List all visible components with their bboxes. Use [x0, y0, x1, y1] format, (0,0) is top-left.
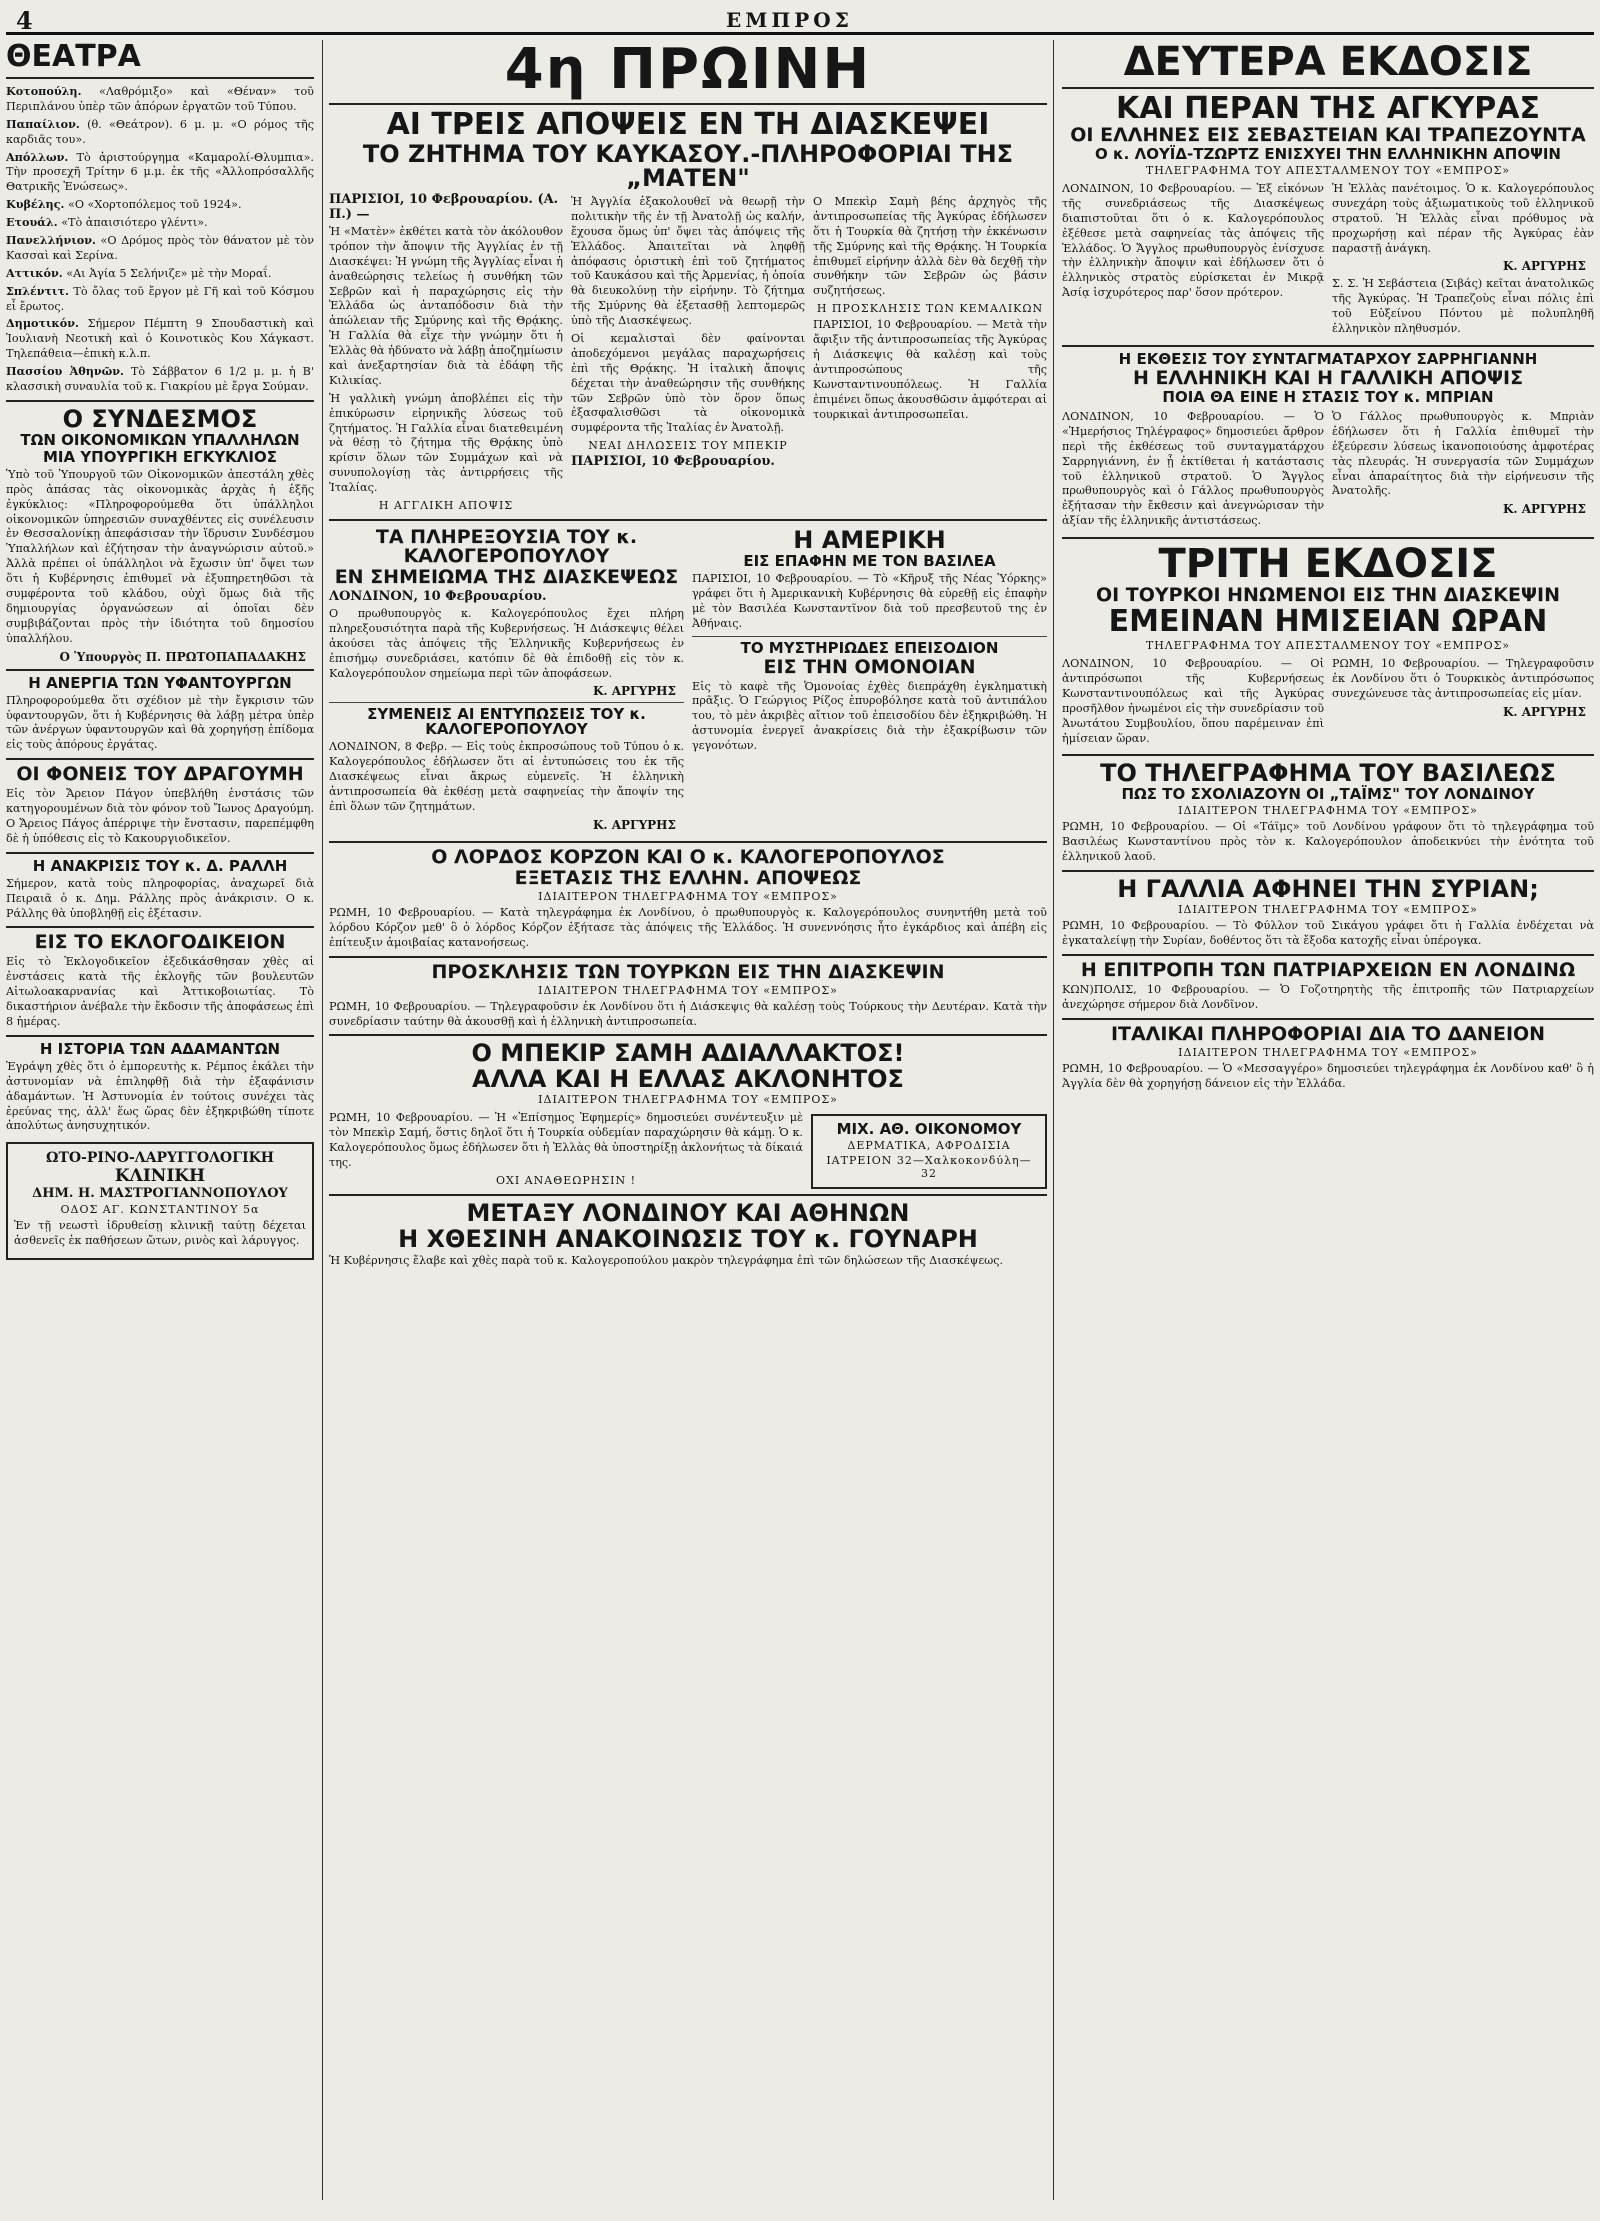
oikonomou-ad-line-1: ΜΙΧ. ΑΘ. ΟΙΚΟΝΟΜΟΥ [836, 1120, 1022, 1139]
italik-title: ΙΤΑΛΙΚΑΙ ΠΛΗΡΟΦΟΡΙΑΙ ΔΙΑ ΤΟ ΔΑΝΕΙΟΝ [1110, 1022, 1546, 1045]
ad-line-4: ΟΔΟΣ ΑΓ. ΚΩΝΣΤΑΝΤΙΝΟΥ 5α [60, 1203, 260, 1217]
bekir-footnote: ΟΧΙ ΑΝΑΘΕΩΡΗΣΙΝ ! [495, 1173, 637, 1187]
divider [329, 841, 1047, 843]
gounari-subtitle: Η ΧΘΕΣΙΝΗ ΑΝΑΚΟΙΝΩΣΙΣ ΤΟΥ κ. ΓΟΥΝΑΡΗ [398, 1224, 978, 1253]
vasil-title: ΤΟ ΤΗΛΕΓΡΑΦΗΜΑ ΤΟΥ ΒΑΣΙΛΕΩΣ [1100, 759, 1556, 788]
omonoia-title: ΤΟ ΜΥΣΤΗΡΙΩΔΕΣ ΕΠΕΙΣΟΔΙΟΝ [740, 638, 999, 657]
italik-body: ΡΩΜΗ, 10 Φεβρουαρίου. — Ὁ «Μεσσαγγέρο» δημοσιεύει τηλεγράφημα ἐκ Λονδίνου καθ' ὃ ἡ Ἀγγλία δὲν θὰ χορηγήσῃ δάνειον εἰς τὴν Ἑλλάδα. [1062, 1061, 1594, 1090]
anakrisis-body: Σήμερον, κατὰ τοὺς πληροφορίας, ἀναχωρεῖ διὰ Πειραιᾶ ὁ κ. Δημ. Ράλλης πρὸς ἀνάκρισιν. Ο κ. Ράλλης θὰ ὑποβληθῇ εἰς ἐξέτασιν. [6, 876, 314, 920]
divider [6, 926, 314, 928]
oikonomou-advertisement [811, 1114, 1047, 1189]
patr-body: ΚΩΝ)ΠΟΛΙΣ, 10 Φεβρουαρίου. — Ὁ Γοζοτηρητὴς τῆς ἐπιτροπῆς τῶν Πατριαρχείων ἀνεχώρησε σήμερον διὰ Λονδῖνον. [1062, 982, 1594, 1011]
divider [329, 519, 1047, 521]
anergia-body: Πληροφορούμεθα ὅτι σχέδιον μὲ τὴν ἔγκρισιν τῶν ὑφαντουργῶν, ὅτι ἡ Κυβέρνησις θὰ λάβῃ μέτρα ὑπὲρ τῶν ἀνέργων ὑφαντουργῶν καὶ θὰ χορηγήσῃ ἐπίδομα εἰς τοὺς ἀπόρους ἐργάτας. [6, 693, 314, 752]
center-column [322, 40, 1054, 2200]
bekir-subtitle: ΑΛΛΑ ΚΑΙ Η ΕΛΛΑΣ ΑΚΛΟΝΗΤΟΣ [472, 1065, 904, 1094]
lead-body-a2: Ἡ γαλλικὴ γνώμη ἀποβλέπει εἰς τὴν ἐπικύρωσιν εἰρηνικῆς λύσεως τοῦ ζητήματος. Ἡ Γαλλία εἶναι διατεθειμένη νὰ θέσῃ τὸ ζήτημα τῆς Θρᾴκης ὑπὸ κρίσιν ὅλων τῶν Συμμάχων καὶ νὰ συνυπολογίσῃ τὰς ἀντιρρήσεις τῆς Ἰταλίας. [329, 391, 563, 495]
omonoia-body: Εἰς τὸ καφὲ τῆς Ὁμονοίας ἐχθὲς διεπράχθη ἐγκληματικὴ πρᾶξις. Ὁ Γεώργιος Ρίζος ἐπυροβόλησε κατὰ τοῦ ἀντιπάλου του, τὸ μὲν ἀκριβὲς αἴτιον τοῦ ἐπεισοδίου δὲν ἐξηκριβώθη. Ἡ ἀστυνομία ἐνεργεῖ ἀνακρίσεις διὰ τὴν ἐξακρίβωσιν τῶν γεγονότων. [692, 679, 1047, 753]
triti-credit: ΤΗΛΕΓΡΑΦΗΜΑ ΤΟΥ ΑΠΕΣΤΑΛΜΕΝΟΥ ΤΟΥ «ΕΜΠΡΟΣ» [1145, 639, 1511, 653]
theatre-text: (θ. «Θεάτρον). 6 μ. μ. «Ο ρόμος τῆς καρδιᾶς του». [6, 117, 314, 146]
divider [1062, 954, 1594, 956]
syndesmos-signature: Ο Ὑπουργὸς Π. ΠΡΩΤΟΠΑΠΑΔΑΚΗΣ [59, 649, 306, 664]
center-banner: 4η ΠΡΩΙΝΗ [504, 40, 872, 102]
entyp-signature: Κ. ΑΡΓΥΡΗΣ [592, 817, 676, 832]
triti-section [1062, 654, 1594, 749]
theatre-text: Τὸ Σάββατον 6 1/2 μ. μ. ἡ Β' κλασσικὴ συναυλία τοῦ κ. Γιακρίου μὲ ἔργα Σούμαν. [6, 365, 314, 394]
syndesmos-title: Ο ΣΥΝΔΕΣΜΟΣ [62, 404, 258, 433]
theatre-entry [6, 197, 314, 213]
lead-subhead: Η ΑΓΓΛΙΚΗ ΑΠΟΨΙΣ [378, 499, 514, 513]
gounari-title: ΜΕΤΑΞΥ ΛΟΝΔΙΝΟΥ ΚΑΙ ΑΘΗΝΩΝ [466, 1198, 910, 1227]
theatres-list [6, 84, 314, 395]
theatre-text: Σήμερον Πέμπτη 9 Σπουδαστικὴ καὶ Ἰουλιανὴ Νεοτικὴ καὶ ὁ Κοινοτικὸς Κου Χάγκαστ. Τηλεπάθεια—ἐπικὴ κ.λ.π. [6, 317, 314, 361]
syria-title: Η ΓΑΛΛΙΑ ΑΦΗΝΕΙ ΤΗΝ ΣΥΡΙΑΝ; [1117, 875, 1539, 904]
ekthesis-title: Η ΕΚΘΕΣΙΣ ΤΟΥ ΣΥΝΤΑΓΜΑΤΑΡΧΟΥ ΣΑΡΡΗΓΙΑΝΝΗ [1118, 350, 1538, 369]
tourk-credit: ΙΔΙΑΙΤΕΡΟΝ ΤΗΛΕΓΡΑΦΗΜΑ ΤΟΥ «ΕΜΠΡΟΣ» [538, 983, 838, 997]
middle-section [329, 526, 1047, 836]
divider [6, 758, 314, 760]
ekthesis-section [1062, 407, 1594, 532]
anakrisis-title: Η ΑΝΑΚΡΙΣΙΣ ΤΟΥ κ. Δ. ΡΑΛΛΗ [32, 856, 288, 875]
ameriki-title: Η ΑΜΕΡΙΚΗ [793, 526, 946, 555]
theatre-text: Τὸ ἀριστούργημα «Καμαρολί-Θλυμπια». Τὴν προσεχῆ Τρίτην 6 μ.μ. ἐκ τῆς «Ἀλλοπρόσαλλῆς Θατρικῆς Ἑνώσεως». [6, 150, 314, 194]
right-lead-body: ΛΟΝΔΙΝΟΝ, 10 Φεβρουαρίου. — Ἐξ εἰκόνων τῆς συνεδριάσεως τῆς Διασκέψεως διαπιστοῦται ὅτι ὁ κ. Καλογερόπουλος ἐξέθεσε μετὰ σαφηνείας τὰς ἀπόψεις τῆς Ἑλλάδος. Ὁ Ἄγγλος πρωθυπουργὸς ἐνίσχυσε τὴν ἑλληνικὴν ἄποψιν καὶ ἐδήλωσεν ὅτι ὁ ἑλληνικὸς στρατὸς εὑρίσκεται ἐν Μικρᾷ Ἀσίᾳ ἰσχυρότερος παρ' ὅσον πρότερον. [1062, 182, 1324, 300]
theatre-entry [6, 117, 314, 148]
right-headline-1: ΚΑΙ ΠΕΡΑΝ ΤΗΣ ΑΓΚΥΡΑΣ [1116, 91, 1540, 126]
lead-body-a: Ἡ «Ματὲν» ἐκθέτει κατὰ τὸν ἀκόλουθον τρόπον τὴν ἄποψιν τῆς Ἀγγλίας ἐν τῇ Διασκέψει: Ἡ γνώμη τῆς Ἀγγλίας εἶναι ἡ ἀναθεώρησις τελείως ἡ συνθήκη τῶν Σεβρῶν καὶ ἡ παραχώρησις εἰς τὴν Ἑλλάδα ὡς ἀνταπόδοσιν διὰ τὴν ἀπώλειαν τῆς Σμύρνης καὶ τῆς Θρᾴκης. Ἡ Γαλλία θὰ εἶχε τὴν γνώμην ὅτι ἡ Ἑλλὰς θὰ ἠδύνατο νὰ λάβῃ ἀποζημίωσιν καὶ ἀνεξαρτησίαν διὰ τὰ ἐδάφη τῆς Κιλικίας. [329, 225, 563, 387]
omonoia-subtitle: ΕΙΣ ΤΗΝ ΟΜΟΝΟΙΑΝ [763, 655, 976, 678]
istoria-body: Ἐγράψη χθὲς ὅτι ὁ ἐμπορευτὴς κ. Ρέμπος ἐκάλει τὴν ἀστυνομίαν νὰ ἐπιληφθῇ διὰ τὴν ἐξαφάνισιν ἀδαμάντων. Ἡ Ἀστυνομία ἐν τούτοις συνέχει τὰς ἐρεύνας της, ἀλλ' ἕως ὥρας δὲν ἐξηκριβώθη τίποτε ἀπολύτως ἀνησυχητικόν. [6, 1059, 314, 1133]
page-header-bar [6, 6, 1594, 35]
ad-line-1: ΩΤΟ-ΡΙΝΟ-ΛΑΡΥΓΓΟΛΟΓΙΚΗ [45, 1150, 275, 1167]
right-lead-body-2: Ἡ Ἑλλὰς πανέτοιμος. Ὁ κ. Καλογερόπουλος συνεχάρη τοὺς ἀξιωματικοὺς τοῦ ἑλληνικοῦ στρατοῦ. Ἡ Ἑλλὰς εἶναι πρόθυμος νὰ προχωρήσῃ καὶ πέραν τῆς Ἀγκύρας ἐὰν παραστῇ ἀνάγκη. [1332, 182, 1594, 255]
istoria-title: Η ΙΣΤΟΡΙΑ ΤΩΝ ΑΔΑΜΑΝΤΩΝ [39, 1039, 281, 1058]
bekir-credit: ΙΔΙΑΙΤΕΡΟΝ ΤΗΛΕΓΡΑΦΗΜΑ ΤΟΥ «ΕΜΠΡΟΣ» [538, 1093, 838, 1107]
kalog-signature: Κ. ΑΡΓΥΡΗΣ [592, 684, 676, 699]
divider [329, 1194, 1047, 1196]
divider [6, 669, 314, 671]
proskl-title: Η ΠΡΟΣΚΛΗΣΙΣ ΤΩΝ ΚΕΜΑΛΙΚΩΝ [816, 302, 1044, 316]
left-column [6, 40, 314, 2200]
syria-credit: ΙΔΙΑΙΤΕΡΟΝ ΤΗΛΕΓΡΑΦΗΜΑ ΤΟΥ «ΕΜΠΡΟΣ» [1178, 903, 1478, 917]
bekir-title: Ο ΜΠΕΚΙΡ ΣΑΜΗ ΑΔΙΑΛΛΑΚΤΟΣ! [471, 1039, 905, 1068]
center-headline-2: ΤΟ ΖΗΤΗΜΑ ΤΟΥ ΚΑΥΚΑΣΟΥ.-ΠΛΗΡΟΦΟΡΙΑΙ ΤΗΣ „ΜΑΤΕΝ" [362, 140, 1014, 192]
theatre-entry [6, 215, 314, 231]
theatre-text: «Αι Ἀγία 5 Σελήνιζε» μὲ τὴν Μοραΐ. [66, 266, 272, 280]
syria-body: ΡΩΜΗ, 10 Φεβρουαρίου. — Τὸ Φύλλον τοῦ Σικάγου γράφει ὅτι ἡ Γαλλία ἐνδέχεται νὰ ἐγκαταλείψῃ τὴν Συρίαν, δοθέντος ὅτι τὰ ἔξοδα κατοχῆς εἶναι ὑπέρογκα. [1062, 919, 1594, 948]
clinic-advertisement [6, 1142, 314, 1260]
patr-title: Η ΕΠΙΤΡΟΠΗ ΤΩΝ ΠΑΤΡΙΑΡΧΕΙΩΝ ΕΝ ΛΟΝΔΙΝΩ [1080, 958, 1576, 981]
right-credit: ΤΗΛΕΓΡΑΦΗΜΑ ΤΟΥ ΑΠΕΣΤΑΛΜΕΝΟΥ ΤΟΥ «ΕΜΠΡΟΣ» [1145, 164, 1511, 177]
divider [1062, 345, 1594, 347]
triti-headline-2: ΕΜΕΙΝΑΝ ΗΜΙΣΕΙΑΝ ΩΡΑΝ [1108, 604, 1548, 640]
anergia-title: Η ΑΝΕΡΓΙΑ ΤΩΝ ΥΦΑΝΤΟΥΡΓΩΝ [28, 673, 292, 692]
right-column [1062, 40, 1594, 2200]
italik-credit: ΙΔΙΑΙΤΕΡΟΝ ΤΗΛΕΓΡΑΦΗΜΑ ΤΟΥ «ΕΜΠΡΟΣ» [1178, 1045, 1478, 1059]
divider [6, 1035, 314, 1037]
ekthesis-signature: Κ. ΑΡΓΥΡΗΣ [1502, 502, 1586, 517]
theatre-name: Πασσίου Ἀθηνῶν. [6, 364, 124, 379]
sebasteia-body: Σ. Σ. Ἡ Σεβάστεια (Σιβάς) κεῖται ἀνατολικῶς τῆς Ἀγκύρας. Ἡ Τραπεζοὺς εἶναι πόλις ἐπὶ τοῦ Εὐξείνου Πόντου μὲ πολυπληθῆ ἑλληνικὸν πληθυσμόν. [1332, 277, 1594, 336]
triti-signature: Κ. ΑΡΓΥΡΗΣ [1502, 704, 1586, 719]
triti-headline-1: ΟΙ ΤΟΥΡΚΟΙ ΗΝΩΜΕΝΟΙ ΕΙΣ ΤΗΝ ΔΙΑΣΚΕΨΙΝ [1095, 584, 1561, 607]
page-number: 4 [16, 6, 33, 35]
mid-title: ΝΕΑΙ ΔΗΛΩΣΕΙΣ ΤΟΥ ΜΠΕΚΙΡ [588, 439, 788, 453]
divider [692, 636, 1047, 637]
divider [6, 77, 314, 79]
center-headline-1: ΑΙ ΤΡΕΙΣ ΑΠΟΨΕΙΣ ΕΝ ΤΗ ΔΙΑΣΚΕΨΕΙ [386, 107, 990, 142]
divider [329, 1034, 1047, 1036]
triti-body-2: ΡΩΜΗ, 10 Φεβρουαρίου. — Τηλεγραφοῦσιν ἐκ Λονδίνου ὅτι ὁ Τουρκικὸς ἀντιπρόσωπος συνεχώνευσε τὰς ἀντιπροσωπείας εἰς μίαν. [1332, 657, 1594, 700]
syndesmos-subtitle-2: ΜΙΑ ΥΠΟΥΡΓΙΚΗ ΕΓΚΥΚΛΙΟΣ [42, 447, 277, 466]
divider [1062, 870, 1594, 872]
theatre-entry [6, 150, 314, 196]
vasil-body: ΡΩΜΗ, 10 Φεβρουαρίου. — Οἱ «Τάϊμς» τοῦ Λονδίνου γράφουν ὅτι τὸ τηλεγράφημα τοῦ Βασιλέως Κωνσταντίνου πρὸς τὸν κ. Καλογερόπουλον ἀποδεικνύει τὴν ἑνότητα τοῦ ἑλληνικοῦ λαοῦ. [1062, 820, 1594, 864]
theatre-entry [6, 266, 314, 282]
lead-dateline: ΠΑΡΙΣΙΟΙ, 10 Φεβρουαρίου. (Α. Π.) — [329, 192, 559, 222]
ad-line-3: ΔΗΜ. Η. ΜΑΣΤΡΟΓΙΑΝΝΟΠΟΥΛΟΥ [32, 1186, 288, 1202]
theatre-entry [6, 284, 314, 315]
theatre-entry [6, 364, 314, 395]
lead-body-b: Ἡ Ἀγγλία ἐξακολουθεῖ νὰ θεωρῇ τὴν πολιτικὴν τῆς ἐν τῇ Ἀνατολῇ ὡς καλήν, ἔχουσα ὅμως ὑπ' ὄψει τὰς ἀπόψεις τῆς Ἑλλάδος. Ἀπαιτεῖται νὰ ληφθῇ ἀπόφασις ὁριστικὴ ἐπὶ τοῦ ζητήματος τοῦ Καυκάσου καὶ τῆς Ἀρμενίας, ἡ ὁποία θὰ διευκολύνῃ τὴν εἰρήνην. Τὸ ζήτημα τῆς Σμύρνης θὰ ἐξετασθῇ λεπτομερῶς ὑπὸ τῆς Διασκέψεως. [571, 195, 805, 328]
theatre-name: Παπαίλιον. [6, 116, 80, 131]
ekthesis-subtitle-2: ΠΟΙΑ ΘΑ ΕΙΝΕ Η ΣΤΑΣΙΣ ΤΟΥ κ. ΜΠΡΙΑΝ [1162, 388, 1494, 407]
kalog-title: ΤΑ ΠΛΗΡΕΞΟΥΣΙΑ ΤΟΥ κ. ΚΑΛΟΓΕΡΟΠΟΥΛΟΥ [375, 526, 638, 568]
tourk-body: ΡΩΜΗ, 10 Φεβρουαρίου. — Τηλεγραφοῦσιν ἐκ Λονδίνου ὅτι ἡ Διάσκεψις θὰ καλέσῃ τοὺς Τούρκους τὴν Δευτέραν. Κατὰ τὴν συνεδρίασιν ταύτην θὰ ἀκουσθῇ καὶ ἡ ἑλληνικὴ ἀντιπροσωπεία. [329, 999, 1047, 1028]
theatre-entry [6, 233, 314, 264]
divider [6, 400, 314, 402]
divider [329, 956, 1047, 958]
syndesmos-subtitle: ΤΩΝ ΟΙΚΟΝΟΜΙΚΩΝ ΥΠΑΛΛΗΛΩΝ [20, 430, 300, 449]
divider [1062, 754, 1594, 756]
entyp-body: ΛΟΝΔΙΝΟΝ, 8 Φεβρ. — Εἰς τοὺς ἐκπροσώπους τοῦ Τύπου ὁ κ. Καλογερόπουλος ἐδήλωσεν ὅτι αἱ ἐντυπώσεις του ἐκ τῆς Διασκέψεως εἶναι ἄκρως εὐμενεῖς. Ἡ ἑλληνικὴ ἀντιπροσωπεία θὰ ἐκθέσῃ μετὰ σαφηνείας τὴν ἄποψίν της ἐπὶ ὅλων τῶν ζητημάτων. [329, 740, 684, 814]
ad-line-2: ΚΛΙΝΙΚΗ [114, 1166, 206, 1187]
mid-dateline: ΠΑΡΙΣΙΟΙ, 10 Φεβρουαρίου. [571, 454, 775, 470]
theatre-entry [6, 316, 314, 362]
theatre-text: «Ο Δρόμος πρὸς τὸν θάνατον μὲ τὸν Κασσαὶ καὶ Σερίνα. [6, 234, 314, 262]
lead-article [329, 192, 1047, 514]
ekthesis-body-2: Ὁ Γάλλος πρωθυπουργὸς κ. Μπριὰν ἐδήλωσεν ὅτι ἡ Γαλλία ἐπιθυμεῖ τὴν ἐξεύρεσιν λύσεως ἱκανοποιούσης ἀμφοτέρας τὰς πλευράς. Ἡ συνεργασία τῶν Συμμάχων εἶναι ἀπαραίτητος διὰ τὴν εἰρήνευσιν τῆς Ἀνατολῆς. [1332, 410, 1594, 498]
theatre-entry [6, 84, 314, 115]
theatre-name: Πανελλήνιον. [6, 233, 96, 248]
korzon-subtitle: ΕΞΕΤΑΣΙΣ ΤΗΣ ΕΛΛΗΝ. ΑΠΟΨΕΩΣ [514, 866, 862, 889]
kalog-body: Ο πρωθυπουργὸς κ. Καλογερόπουλος ἔχει πλήρη πληρεξουσιότητα παρὰ τῆς Κυβερνήσεως. Ἡ Διάσκεψις θέλει ἀκούσει τὰς ἀπόψεις τῆς Ἑλληνικῆς Κυβερνήσεως ἐν ἐπισήμῳ συνεδριάσει, κατόπιν δὲ θὰ ἐπιδοθῇ εἰς τὸν κ. Καλογερόπουλον σημείωμα περὶ τῶν ἀποφάσεων. [329, 607, 684, 680]
right-headline-3: Ο κ. ΛΟΥΪΔ-ΤΖΩΡΤΖ ΕΝΙΣΧΥΕΙ ΤΗΝ ΕΛΛΗΝΙΚΗΝ ΑΠΟΨΙΝ [1095, 145, 1561, 163]
divider [6, 852, 314, 854]
kalog-dateline: ΛΟΝΔΙΝΟΝ, 10 Φεβρουαρίου. [329, 589, 547, 605]
ekthesis-subtitle: Η ΕΛΛΗΝΙΚΗ ΚΑΙ Η ΓΑΛΛΙΚΗ ΑΠΟΨΙΣ [1132, 367, 1524, 390]
entyp-title: ΣΥΜΕΝΕΙΣ ΑΙ ΕΝΤΥΠΩΣΕΙΣ ΤΟΥ κ. ΚΑΛΟΓΕΡΟΠΟΥΛΟΥ [367, 705, 646, 739]
fonai-title: ΟΙ ΦΟΝΕΙΣ ΤΟΥ ΔΡΑΓΟΥΜΗ [16, 763, 304, 786]
theatre-text: «Ο «Χορτοπόλεμος τοῦ 1924». [67, 198, 242, 212]
divider [1062, 87, 1594, 89]
ekthesis-body: ΛΟΝΔΙΝΟΝ, 10 Φεβρουαρίου. — Ὁ «Ἡμερήσιος Τηλέγραφος» δημοσιεύει ἄρθρον περὶ τῆς ἐκθέσεως τοῦ συνταγματάρχου Σαρρηγιάννη, ἐν ᾗ ἐκτίθεται ἡ κατάστασις τοῦ ἑλληνικοῦ στρατοῦ. Ὁ Ἄγγλος πρωθυπουργὸς καὶ ὁ Γάλλος πρωθυπουργὸς ἐξήτασαν τὴν ἔκθεσιν καὶ ἀνεγνώρισαν τὴν ἀξίαν τῆς ἑλληνικῆς ἀντιστάσεως. [1062, 410, 1324, 528]
eklog-title: ΕΙΣ ΤΟ ΕΚΛΟΓΟΔΙΚΕΙΟΝ [34, 931, 286, 954]
right-headline-2: ΟΙ ΕΛΛΗΝΕΣ ΕΙΣ ΣΕΒΑΣΤΕΙΑΝ ΚΑΙ ΤΡΑΠΕΖΟΥΝΤΑ [1070, 124, 1586, 146]
divider [329, 103, 1047, 105]
masthead: ΕΜΠΡΟΣ [726, 8, 853, 32]
theatre-name: Απόλλων. [6, 149, 69, 164]
eklog-body: Εἰς τὸ Ἐκλογοδικεῖον ἐξεδικάσθησαν χθὲς αἱ ἐνστάσεις κατὰ τῆς ἐκλογῆς τῶν βουλευτῶν Αἰτωλοακαρνανίας καὶ Ἀττικοβοιωτίας. Τὸ δικαστήριον ἀνέβαλε τὴν ἔκδοσιν τῆς ἀποφάσεως ἐπὶ 8 ἡμέρας. [6, 955, 314, 1028]
ameriki-body: ΠΑΡΙΣΙΟΙ, 10 Φεβρουαρίου. — Τὸ «Κῆρυξ τῆς Νέας Ὑόρκης» γράφει ὅτι ἡ Ἀμερικανικὴ Κυβέρνησις θὰ εὑρεθῇ εἰς ἐπαφὴν μὲ τὸν Βασιλέα Κωνσταντῖνον διὰ τοῦ πρεσβευτοῦ της ἐν Ἀθήναις. [692, 572, 1047, 630]
bekir-body: ΡΩΜΗ, 10 Φεβρουαρίου. — Ἡ «Ἐπίσημος Ἐφημερίς» δημοσιεύει συνέντευξιν μὲ τὸν Μπεκὶρ Σαμή, ὅστις δηλοῖ ὅτι ἡ Τουρκία οὐδεμίαν παραχώρησιν θὰ κάμῃ. Ὁ κ. Καλογερόπουλος ὅμως ἐδήλωσεν ὅτι ἡ Ἑλλὰς θὰ ὑποστηρίξῃ ἀκλονήτως τὰ δίκαιά της. [329, 1111, 803, 1170]
theatre-name: Αττικόν. [6, 265, 63, 280]
ad-line-5: Ἐν τῇ νεωστὶ ἱδρυθείσῃ κλινικῇ ταύτῃ δέχεται ἀσθενεῖς ἐκ παθήσεων ὤτων, ρινὸς καὶ λάρυγγος. [14, 1219, 306, 1248]
theatre-name: Ετουάλ. [6, 215, 58, 230]
theatre-name: Κυβέλης. [6, 197, 65, 212]
theatre-text: «Τὸ ἀπαισιότερο γλέντι». [61, 216, 208, 230]
divider [329, 702, 684, 703]
korzon-title: Ο ΛΟΡΔΟΣ ΚΟΡΖΟΝ ΚΑΙ Ο κ. ΚΑΛΟΓΕΡΟΠΟΥΛΟΣ [431, 845, 945, 868]
divider [1062, 1018, 1594, 1020]
korzon-body: ΡΩΜΗ, 10 Φεβρουαρίου. — Κατὰ τηλεγράφημα ἐκ Λονδίνου, ὁ πρωθυπουργὸς κ. Καλογερόπουλος συνηντήθη μετὰ τοῦ λόρδου Κόρζον μεθ' ὃ ὁ λόρδος Κόρζον ἐξήτασε τὰς ἀπόψεις τῆς Ἑλλάδος. Ἡ συνεννόησις ἦτο ἐγκάρδιος καὶ ἀπέβη εἰς ἐπίτευξιν ἀμοιβαίας κατανοήσεως. [329, 905, 1047, 949]
ameriki-subtitle: ΕΙΣ ΕΠΑΦΗΝ ΜΕ ΤΟΝ ΒΑΣΙΛΕΑ [743, 552, 996, 571]
divider [1062, 537, 1594, 539]
lead-body-c: Οἱ κεμαλισταὶ δὲν φαίνονται ἀποδεχόμενοι μεγάλας παραχωρήσεις ἐπὶ τῆς Θρᾴκης. Ἡ ἰταλικὴ ἄποψις δέχεται τὴν ἀναθεώρησιν τῆς συνθήκης τῶν Σεβρῶν ὑπὸ τὸν ὅρον ὅπως ἐξασφαλισθῶσι τὰ οἰκονομικὰ συμφέροντα τῆς Ἰταλίας ἐν Ἀνατολῇ. [571, 332, 805, 435]
kalog-subtitle: ΕΝ ΣΗΜΕΙΩΜΑ ΤΗΣ ΔΙΑΣΚΕΨΕΩΣ [334, 566, 679, 589]
vasil-subtitle: ΠΩΣ ΤΟ ΣΧΟΛΙΑΖΟΥΝ ΟΙ „ΤΑΪΜΣ" ΤΟΥ ΛΟΝΔΙΝΟΥ [1121, 785, 1535, 804]
triti-banner: ΤΡΙΤΗ ΕΚΔΟΣΙΣ [1158, 541, 1498, 588]
vasil-credit: ΙΔΙΑΙΤΕΡΟΝ ΤΗΛΕΓΡΑΦΗΜΑ ΤΟΥ «ΕΜΠΡΟΣ» [1178, 804, 1478, 818]
triti-body: ΛΟΝΔΙΝΟΝ, 10 Φεβρουαρίου. — Οἱ ἀντιπρόσωποι τῆς Κυβερνήσεως Κωνσταντινουπόλεως καὶ τῆς Ἀγκύρας προσῆλθον ἡνωμένοι εἰς τὴν συνεδρίασιν τοῦ Ἀνωτάτου Συμβουλίου, ὅπου παρέμειναν ἐπὶ ἡμίσειαν ὥραν. [1062, 657, 1324, 745]
right-lead [1062, 179, 1594, 340]
bekir-section [329, 1108, 1047, 1189]
proskl-body: ΠΑΡΙΣΙΟΙ, 10 Φεβρουαρίου. — Μετὰ τὴν ἄφιξιν τῆς ἀντιπροσωπείας τῆς Ἀγκύρας ἡ Διάσκεψις θὰ καλέσῃ καὶ τοὺς ἀντιπροσώπους τῆς Κωνσταντινουπόλεως. Ἡ Γαλλία ἐπιμένει ὅπως ἀκουσθῶσιν ἀμφότεραι αἱ τουρκικαὶ ἀντιπροσωπεῖαι. [813, 318, 1047, 421]
gounari-body: Ἡ Κυβέρνησις ἔλαβε καὶ χθὲς παρὰ τοῦ κ. Καλογεροπούλου μακρὸν τηλεγράφημα ἐπὶ τῶν δηλώσεων τῆς Διασκέψεως. [329, 1253, 1004, 1267]
theatre-name: Σπλέντιτ. [6, 283, 69, 298]
tourk-title: ΠΡΟΣΚΛΗΣΙΣ ΤΩΝ ΤΟΥΡΚΩΝ ΕΙΣ ΤΗΝ ΔΙΑΣΚΕΨΙΝ [431, 960, 945, 983]
theatre-name: Κοτοπούλη. [6, 84, 82, 98]
syndesmos-body: Ὑπὸ τοῦ Ὑπουργοῦ τῶν Οἰκονομικῶν ἀπεστάλη χθὲς πρὸς ἁπάσας τὰς οἰκονομικὰς ἀρχὰς ἡ ἑξῆς ἐγκύκλιος: «Πληροφορούμεθα ὅτι ὑπάλληλοι οἰκονομικῶν ὑπηρεσιῶν συναχθέντες εἰς συνέλευσιν ἐν Θεσσαλονίκῃ ἀπεφάσισαν τὴν ἵδρυσιν Συνδέσμου Ὑπαλλήλων καὶ ἐζήτησαν τὴν ἀναγνώρισιν αὐτοῦ.» Ἀλλὰ πρέπει οἱ ὑπάλληλοι νὰ ἔχωσιν ὑπ' ὄψει των ὅτι ἡ Κυβέρνησις ἐπιθυμεῖ νὰ ἐξυπηρετηθῶσι τὰ συμφέροντα τοῦ κλάδου, οὐχὶ ὅμως διὰ τῆς δημιουργίας ὀργανώσεων αἱ ὁποῖαι δὲν συμβιβάζονται πρὸς τὴν ἰδιότητα τοῦ δημοσίου ὑπαλλήλου. [6, 467, 314, 645]
right-banner: ΔΕΥΤΕΡΑ ΕΚΔΟΣΙΣ [1123, 40, 1533, 85]
theatre-text: Τὸ ὄλας τοῦ ἔργον μὲ Γῆ καὶ τοῦ Κόσμου εἶ ἔρωτος. [6, 284, 314, 313]
theatre-text: «Λαθρόμιξο» καὶ «Θέναν» τοῦ Περιπλάνου ὑπὲρ τῶν ἀπόρων ἐργατῶν τοῦ Τύπου. [6, 85, 314, 113]
oikonomou-ad-line-2: ΔΕΡΜΑΤΙΚΑ, ΑΦΡΟΔΙΣΙΑ [847, 1139, 1011, 1153]
oikonomou-ad-line-3: ΙΑΤΡΕΙΟΝ 32—Χαλκοκονδύλη—32 [826, 1154, 1032, 1181]
theatre-name: Δημοτικόν. [6, 316, 79, 331]
lead-body-d: Ο Μπεκὶρ Σαμὴ βέης ἀρχηγὸς τῆς ἀντιπροσωπείας τῆς Ἀγκύρας ἐδήλωσεν ὅτι ἡ Τουρκία θὰ ζητήσῃ τὴν ἐκκένωσιν τῆς Σμύρνης καὶ τῆς Θρᾴκης. Ἡ Τουρκία ἐπιθυμεῖ εἰρήνην ἀλλὰ δὲν θὰ δεχθῇ τὴν συνθήκην τῶν Σεβρῶν ὡς βάσιν συζητήσεως. [813, 195, 1047, 298]
fonai-body: Εἰς τὸν Ἄρειον Πάγον ὑπεβλήθη ἐνστάσις τῶν κατηγορουμένων διὰ τὸν φόνον τοῦ Ἴωνος Δραγούμη. Ο Ἄρειος Πάγος ἀπέρριψε τὴν ἔνστασιν, παρεπέμφθη δὲ ἡ ὑπόθεσις εἰς τὸ Κακουργιοδικεῖον. [6, 787, 314, 845]
theatres-title: ΘΕΑΤΡΑ [6, 40, 141, 74]
right-lead-signature: Κ. ΑΡΓΥΡΗΣ [1502, 259, 1586, 274]
korzon-credit: ΙΔΙΑΙΤΕΡΟΝ ΤΗΛΕΓΡΑΦΗΜΑ ΤΟΥ «ΕΜΠΡΟΣ» [538, 889, 838, 903]
